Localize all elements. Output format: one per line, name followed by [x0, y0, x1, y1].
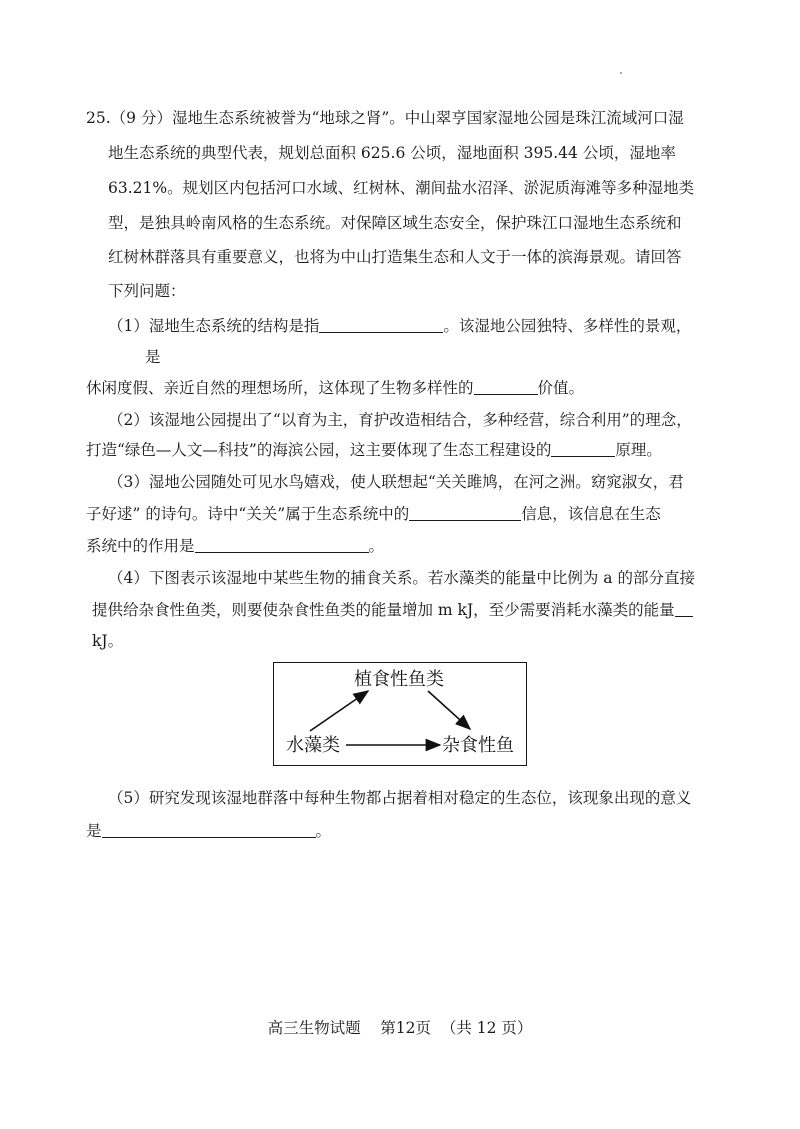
sub4-line-3: kJ。 [92, 632, 124, 650]
sub3-text-b: 子好逑” 的诗句。诗中“关关”属于生态系统中的 [86, 505, 410, 523]
arrow-herbivore-to-omnivore [428, 691, 470, 729]
sub3-text-c: 信息，该信息在生态 [521, 505, 661, 523]
food-web-diagram [273, 662, 527, 766]
scan-speck [620, 72, 622, 74]
sub1-text-d: 休闲度假、亲近自然的理想场所，这体现了生物多样性的 [86, 379, 474, 397]
sub3-line-2 [86, 503, 661, 525]
arrow-algae-to-herbivore [310, 691, 368, 731]
sub2-blank-principle[interactable] [551, 440, 615, 457]
sub5-text-b: 是 [86, 822, 102, 840]
question-line-4: 型，是独具岭南风格的生态系统。对保障区域生态安全，保护珠江口湿地生态系统和 [108, 214, 682, 232]
sub5-text-c: 。 [315, 822, 332, 840]
sub4-line-2 [92, 599, 693, 621]
sub1-line-1 [108, 315, 691, 337]
node-algae: 水藻类 [286, 735, 340, 756]
sub2-text-c: 原理。 [615, 441, 662, 459]
sub3-blank-role[interactable] [195, 536, 369, 553]
sub1-text-b: 。该湿地公园独特、多样性的景观， [443, 317, 692, 335]
question-line-6: 下列问题： [108, 282, 186, 300]
sub1-line-2: 是 [145, 348, 161, 366]
sub3-text-e: 。 [368, 537, 385, 555]
sub1-blank-value[interactable] [474, 378, 538, 395]
node-herbivorous-fish: 植食性鱼类 [354, 669, 444, 690]
sub3-line-1: （3）湿地公园随处可见水鸟嬉戏，使人联想起“关关雎鸠，在河之洲。窈窕淑女，君 [108, 473, 684, 491]
sub1-blank-structure[interactable] [319, 316, 443, 333]
sub3-line-3 [86, 535, 384, 557]
page-footer: 高三生物试题 第12页 （共 12 页） [267, 1019, 533, 1037]
question-line-1: 25.（9 分）湿地生态系统被誉为“地球之肾”。中山翠亨国家湿地公园是珠江流域河口湿 [86, 109, 684, 127]
sub3-text-d: 系统中的作用是 [86, 537, 195, 555]
question-line-3: 63.21%。规划区内包括河口水域、红树林、潮间盐水沼泽、淤泥质海滩等多种湿地类 [108, 179, 695, 197]
sub5-blank-significance[interactable] [102, 821, 316, 838]
sub5-line-1: （5）研究发现该湿地群落中每种生物都占据着相对稳定的生态位，该现象出现的意义 [108, 789, 692, 807]
sub1-text-e: 价值。 [537, 379, 585, 397]
sub1-text-a: （1）湿地生态系统的结构是指 [108, 317, 320, 335]
question-line-2: 地生态系统的典型代表，规划总面积 625.6 公顷，湿地面积 395.44 公顷，湿地率 [108, 144, 676, 162]
sub4-text-b: 提供给杂食性鱼类，则要使杂食性鱼类的能量增加 m kJ，至少需要消耗水藻类的能量 [92, 601, 675, 619]
sub1-line-3 [86, 377, 584, 399]
sub2-text-b: 打造“绿色—人文—科技”的海滨公园，这主要体现了生态工程建设的 [86, 441, 552, 459]
sub3-blank-info-type[interactable] [409, 504, 521, 521]
sub4-blank-energy[interactable] [675, 600, 693, 617]
question-line-5: 红树林群落具有重要意义，也将为中山打造集生态和人文于一体的滨海景观。请回答 [108, 248, 682, 266]
sub2-line-2 [86, 439, 662, 461]
sub5-line-2 [86, 820, 331, 842]
sub4-line-1: （4）下图表示该湿地中某些生物的捕食关系。若水藻类的能量中比例为 a 的部分直接 [108, 569, 695, 587]
sub2-line-1: （2）该湿地公园提出了“以育为主，育护改造相结合，多种经营，综合利用”的理念， [108, 411, 692, 429]
node-omnivorous-fish: 杂食性鱼 [442, 735, 514, 756]
